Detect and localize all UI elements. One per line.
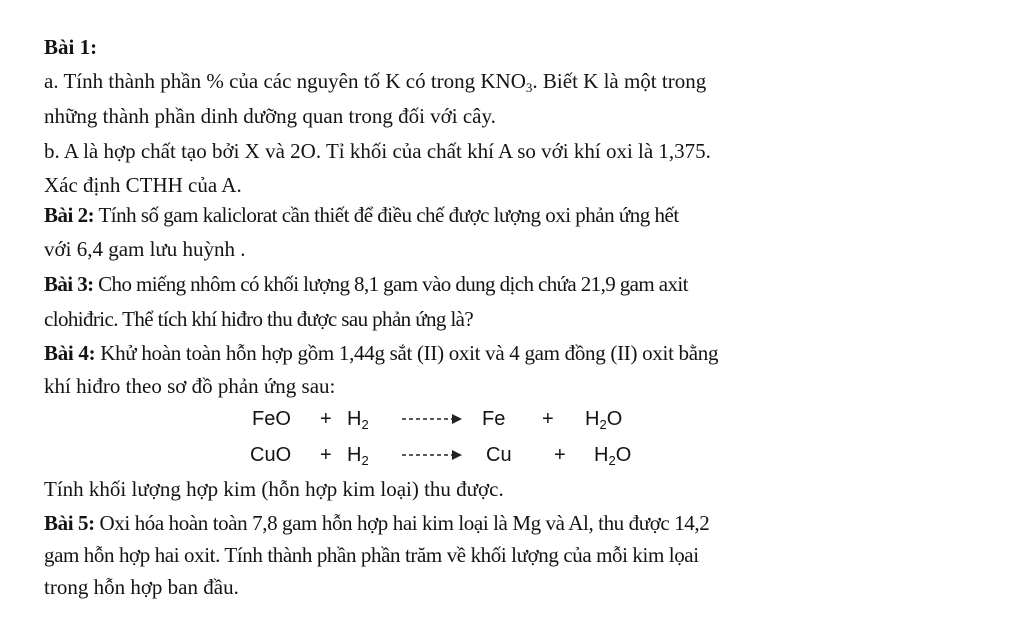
eq1-plus: + (320, 408, 332, 430)
bai1-b-line1: b. A là hợp chất tạo bởi X và 2O. Tỉ khối của chất khí A so với khí oxi là 1,375. (44, 139, 711, 163)
eq2-reactant-h2: $H_2$ (347, 444, 369, 468)
bai4-line2: khí hiđro theo sơ đồ phản ứng sau: (44, 374, 336, 398)
eq2-product-cu: Cu (486, 444, 512, 466)
eq2-product-h2o: $H_2O$ (594, 444, 632, 468)
bai3-line2: clohiđric. Thể tích khí hiđro thu được sau phản ứng là? (44, 307, 474, 331)
eq1-arrow-icon (400, 413, 464, 425)
eq2-plus: + (320, 444, 332, 466)
bai4-line3: Tính khối lượng hợp kim (hỗn hợp kim loại) thu được. (44, 477, 504, 501)
bai5-line3: trong hỗn hợp ban đầu. (44, 575, 239, 599)
bai4-line1: Bài 4: Khử hoàn toàn hỗn hợp gồm 1,44g sắt (II) oxit và 4 gam đồng (II) oxit bằng (44, 341, 719, 365)
bai2-line2: với 6,4 gam lưu huỳnh . (44, 237, 246, 261)
eq2-arrow-icon (400, 449, 464, 461)
bai1-a-line1: a. Tính thành phần % của các nguyên tố K có trong $KNO_3$. Biết K là một trong (44, 69, 707, 95)
bai5-line1: Bài 5: Oxi hóa hoàn toàn 7,8 gam hỗn hợp hai kim loại là Mg và Al, thu được 14,2 (44, 511, 710, 535)
eq1-reactant-feo: FeO (252, 408, 291, 430)
bai5-line2: gam hỗn hợp hai oxit. Tính thành phần phần trăm về khối lượng của mỗi kim lọai (44, 543, 699, 567)
bai2-line1: Bài 2: Tính số gam kaliclorat cần thiết để điều chế được lượng oxi phản ứng hết (44, 203, 679, 227)
bai3-line1: Bài 3: Cho miếng nhôm có khối lượng 8,1 gam vào dung dịch chứa 21,9 gam axit (44, 272, 688, 296)
bai1-b-line2: Xác định CTHH của A. (44, 173, 242, 197)
eq1-reactant-h2: $H_2$ (347, 408, 369, 432)
eq1-product-fe: Fe (482, 408, 506, 430)
eq1-product-h2o: $H_2O$ (585, 408, 623, 432)
eq1-plus-2: + (542, 408, 554, 430)
eq2-reactant-cuo: CuO (250, 444, 292, 466)
eq2-plus-2: + (554, 444, 566, 466)
bai1-a-line2: những thành phần dinh dưỡng quan trong đối với cây. (44, 104, 496, 128)
bai1-title: Bài 1: (44, 35, 98, 59)
